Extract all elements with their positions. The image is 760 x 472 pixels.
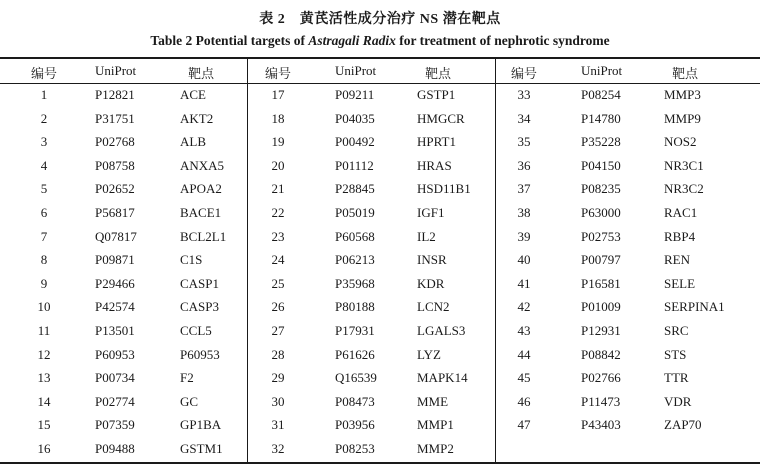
- cell-target: GSTM1: [180, 440, 223, 456]
- cell-target: HPRT1: [417, 134, 456, 150]
- cell-uniprot: P12931: [581, 322, 621, 338]
- cell-no: 11: [37, 322, 51, 338]
- table-row: [248, 273, 495, 297]
- cell-target: INSR: [417, 252, 447, 268]
- cell-uniprot: P05019: [335, 204, 375, 220]
- cell-no: 20: [271, 157, 285, 173]
- cell-target: RBP4: [664, 228, 696, 244]
- table-header-row: [0, 59, 247, 83]
- cell-target: GC: [180, 393, 199, 409]
- table-row: [248, 108, 495, 132]
- header-target: 靶点: [188, 66, 215, 81]
- cell-uniprot: P12821: [95, 87, 135, 102]
- table-row: [496, 226, 760, 250]
- cell-uniprot: P09211: [335, 87, 375, 102]
- table-panel-2: [248, 59, 495, 462]
- cell-target: MAPK14: [417, 370, 468, 386]
- cell-target: VDR: [664, 393, 692, 409]
- cell-no: 46: [517, 393, 531, 409]
- cell-target: MMP2: [417, 440, 454, 456]
- table-row: [0, 131, 247, 155]
- cell-target: HRAS: [417, 157, 452, 173]
- cell-no: 28: [271, 346, 285, 362]
- cell-target: MMP3: [664, 87, 701, 102]
- cell-target: ZAP70: [664, 417, 702, 433]
- cell-target: HMGCR: [417, 110, 465, 126]
- cell-no: 14: [37, 393, 51, 409]
- cell-no: 8: [40, 252, 48, 268]
- cell-no: 7: [40, 228, 48, 244]
- cell-target: BACE1: [180, 204, 222, 220]
- table-row: [0, 249, 247, 273]
- cell-uniprot: P01009: [581, 299, 621, 315]
- table-row: [248, 178, 495, 202]
- caption-en-prefix: Table 2 Potential targets of: [150, 33, 309, 48]
- cell-target: F2: [180, 370, 194, 386]
- table-row: [0, 273, 247, 297]
- cell-target: MMP1: [417, 417, 454, 433]
- cell-uniprot: P00492: [335, 134, 375, 150]
- cell-target: ALB: [180, 134, 206, 150]
- cell-no: 23: [271, 228, 285, 244]
- header-target: 靶点: [425, 66, 452, 81]
- cell-target: APOA2: [180, 181, 222, 197]
- header-no: 编号: [510, 66, 537, 81]
- table-bottom-rule: [0, 462, 760, 464]
- cell-uniprot: P43403: [581, 417, 621, 433]
- table-panel-1: [0, 59, 247, 462]
- table-row: [248, 438, 495, 462]
- cell-no: 12: [37, 346, 51, 362]
- caption-en-suffix: for treatment of nephrotic syndrome: [395, 33, 610, 48]
- cell-target: RAC1: [664, 204, 698, 220]
- table-row: [496, 155, 760, 179]
- table-row: [496, 84, 760, 108]
- table-row: [496, 367, 760, 391]
- cell-uniprot: P80188: [335, 299, 375, 315]
- cell-no: 37: [517, 181, 531, 197]
- table-row: [248, 131, 495, 155]
- cell-no: 26: [271, 299, 285, 315]
- cell-target: MMP9: [664, 110, 701, 126]
- table-row: [496, 131, 760, 155]
- cell-uniprot: P08254: [581, 87, 621, 102]
- table-row: [0, 178, 247, 202]
- header-target: 靶点: [672, 66, 699, 81]
- table-row: [248, 344, 495, 368]
- cell-no: 40: [517, 252, 531, 268]
- table-row: [496, 108, 760, 132]
- cell-uniprot: P56817: [95, 204, 135, 220]
- cell-no: 22: [271, 204, 285, 220]
- table-panel-3: [496, 59, 760, 462]
- cell-target: BCL2L1: [180, 228, 227, 244]
- cell-no: 27: [271, 322, 285, 338]
- cell-target: CASP1: [180, 275, 220, 291]
- cell-no: 33: [517, 87, 531, 102]
- table-row: [0, 155, 247, 179]
- cell-target: LYZ: [417, 346, 441, 362]
- table-row: [496, 273, 760, 297]
- cell-uniprot: P29466: [95, 275, 135, 291]
- cell-target: NR3C2: [664, 181, 704, 197]
- cell-uniprot: P02774: [95, 393, 135, 409]
- table-row: [496, 202, 760, 226]
- cell-target: CASP3: [180, 299, 220, 315]
- table-row: [496, 391, 760, 415]
- table-row: [496, 249, 760, 273]
- table-header-row: [496, 59, 760, 83]
- cell-no: 2: [40, 110, 48, 126]
- cell-no: 31: [271, 417, 285, 433]
- cell-target: KDR: [417, 275, 445, 291]
- cell-no: 42: [517, 299, 531, 315]
- table-row: [0, 320, 247, 344]
- cell-uniprot: P11473: [581, 393, 621, 409]
- header-uniprot: UniProt: [335, 63, 377, 78]
- table-header-row: [248, 59, 495, 83]
- cell-no: 18: [271, 110, 285, 126]
- table-row: [496, 414, 760, 438]
- cell-no: 38: [517, 204, 531, 220]
- table-row: [0, 226, 247, 250]
- header-no: 编号: [264, 66, 291, 81]
- table-row: [0, 438, 247, 462]
- cell-uniprot: P08253: [335, 440, 375, 456]
- header-uniprot: UniProt: [95, 63, 137, 78]
- cell-uniprot: P03956: [335, 417, 375, 433]
- table-body: [248, 84, 495, 462]
- cell-target: SELE: [664, 275, 696, 291]
- cell-uniprot: P42574: [95, 299, 135, 315]
- cell-no: 15: [37, 417, 51, 433]
- cell-uniprot: P60568: [335, 228, 375, 244]
- cell-no: 1: [40, 87, 48, 102]
- cell-no: 43: [517, 322, 531, 338]
- table-body: [0, 84, 247, 462]
- table-caption-chinese: 表 2 黄芪活性成分治疗 NS 潜在靶点: [259, 12, 501, 27]
- cell-target: MME: [417, 393, 449, 409]
- cell-uniprot: P63000: [581, 204, 621, 220]
- table-row: [496, 320, 760, 344]
- cell-no: 21: [271, 181, 285, 197]
- cell-uniprot: P60953: [95, 346, 135, 362]
- table-row: [0, 296, 247, 320]
- cell-target: GP1BA: [180, 417, 222, 433]
- cell-uniprot: P09488: [95, 440, 135, 456]
- table-caption-english: [0, 33, 760, 49]
- cell-no: 41: [517, 275, 531, 291]
- table-row: [0, 391, 247, 415]
- cell-target: IL2: [417, 228, 436, 244]
- cell-target: SRC: [664, 322, 689, 338]
- cell-uniprot: P31751: [95, 110, 135, 126]
- cell-uniprot: P01112: [335, 157, 374, 173]
- cell-no: 5: [40, 181, 48, 197]
- cell-target: CCL5: [180, 322, 212, 338]
- table-row: [248, 249, 495, 273]
- cell-uniprot: P02766: [581, 370, 621, 386]
- cell-no: 44: [517, 346, 531, 362]
- cell-target: REN: [664, 252, 690, 268]
- cell-no: 9: [40, 275, 48, 291]
- table-row: [496, 178, 760, 202]
- caption-en-italic: Astragali Radix: [308, 33, 396, 48]
- cell-target: HSD11B1: [417, 181, 471, 197]
- table-row: [0, 344, 247, 368]
- cell-target: GSTP1: [417, 87, 456, 102]
- cell-uniprot: P35968: [335, 275, 375, 291]
- cell-no: 17: [271, 87, 285, 102]
- table-row: [0, 414, 247, 438]
- cell-target: ACE: [180, 87, 206, 102]
- cell-uniprot: P04150: [581, 157, 621, 173]
- cell-uniprot: P08473: [335, 393, 375, 409]
- table-row: [0, 367, 247, 391]
- cell-no: 3: [40, 134, 48, 150]
- cell-uniprot: P00797: [581, 252, 621, 268]
- table-row: [248, 320, 495, 344]
- cell-uniprot: Q07817: [95, 228, 137, 244]
- cell-target: C1S: [180, 252, 203, 268]
- cell-no: 34: [517, 110, 531, 126]
- cell-uniprot: P00734: [95, 370, 135, 386]
- cell-uniprot: P02768: [95, 134, 135, 150]
- table-row: [496, 296, 760, 320]
- cell-no: 19: [271, 134, 285, 150]
- cell-uniprot: P61626: [335, 346, 375, 362]
- table-row: [496, 344, 760, 368]
- cell-target: AKT2: [180, 110, 214, 126]
- table-row: [248, 202, 495, 226]
- cell-no: 16: [37, 440, 51, 456]
- table-row: [0, 84, 247, 108]
- cell-uniprot: P08235: [581, 181, 621, 197]
- cell-target: NR3C1: [664, 157, 704, 173]
- cell-no: 10: [37, 299, 51, 315]
- cell-uniprot: Q16539: [335, 370, 377, 386]
- cell-no: 36: [517, 157, 531, 173]
- cell-uniprot: P08758: [95, 157, 135, 173]
- cell-no: 24: [271, 252, 285, 268]
- header-no: 编号: [30, 66, 57, 81]
- cell-no: 32: [271, 440, 285, 456]
- cell-target: NOS2: [664, 134, 697, 150]
- cell-uniprot: P13501: [95, 322, 135, 338]
- cell-no: 4: [40, 157, 48, 173]
- cell-uniprot: P08842: [581, 346, 621, 362]
- cell-target: TTR: [664, 370, 689, 386]
- header-uniprot: UniProt: [581, 63, 623, 78]
- cell-uniprot: P04035: [335, 110, 375, 126]
- cell-no: 45: [517, 370, 531, 386]
- cell-no: 13: [37, 370, 51, 386]
- cell-uniprot: P16581: [581, 275, 621, 291]
- cell-target: LGALS3: [417, 322, 466, 338]
- cell-uniprot: P17931: [335, 322, 375, 338]
- table-row: [248, 226, 495, 250]
- table-row: [248, 414, 495, 438]
- cell-uniprot: P28845: [335, 181, 375, 197]
- table-row: [248, 367, 495, 391]
- cell-uniprot: P35228: [581, 134, 621, 150]
- table-row: [248, 84, 495, 108]
- table-row: [0, 202, 247, 226]
- cell-no: 25: [271, 275, 285, 291]
- table-row: [0, 108, 247, 132]
- cell-no: 29: [271, 370, 285, 386]
- cell-uniprot: P06213: [335, 252, 375, 268]
- table-row: [248, 296, 495, 320]
- table-row: [248, 391, 495, 415]
- cell-uniprot: P09871: [95, 252, 135, 268]
- table-body: [496, 84, 760, 438]
- cell-no: 47: [517, 417, 531, 433]
- cell-uniprot: P02652: [95, 181, 135, 197]
- cell-uniprot: P14780: [581, 110, 621, 126]
- cell-uniprot: P07359: [95, 417, 135, 433]
- cell-target: ANXA5: [180, 157, 225, 173]
- cell-target: IGF1: [417, 204, 445, 220]
- cell-no: 30: [271, 393, 285, 409]
- cell-target: SERPINA1: [664, 299, 725, 315]
- cell-target: P60953: [180, 346, 220, 362]
- table-row: [248, 155, 495, 179]
- cell-no: 6: [40, 204, 48, 220]
- cell-no: 39: [517, 228, 531, 244]
- cell-no: 35: [517, 134, 531, 150]
- cell-target: LCN2: [417, 299, 450, 315]
- cell-target: STS: [664, 346, 687, 362]
- cell-uniprot: P02753: [581, 228, 621, 244]
